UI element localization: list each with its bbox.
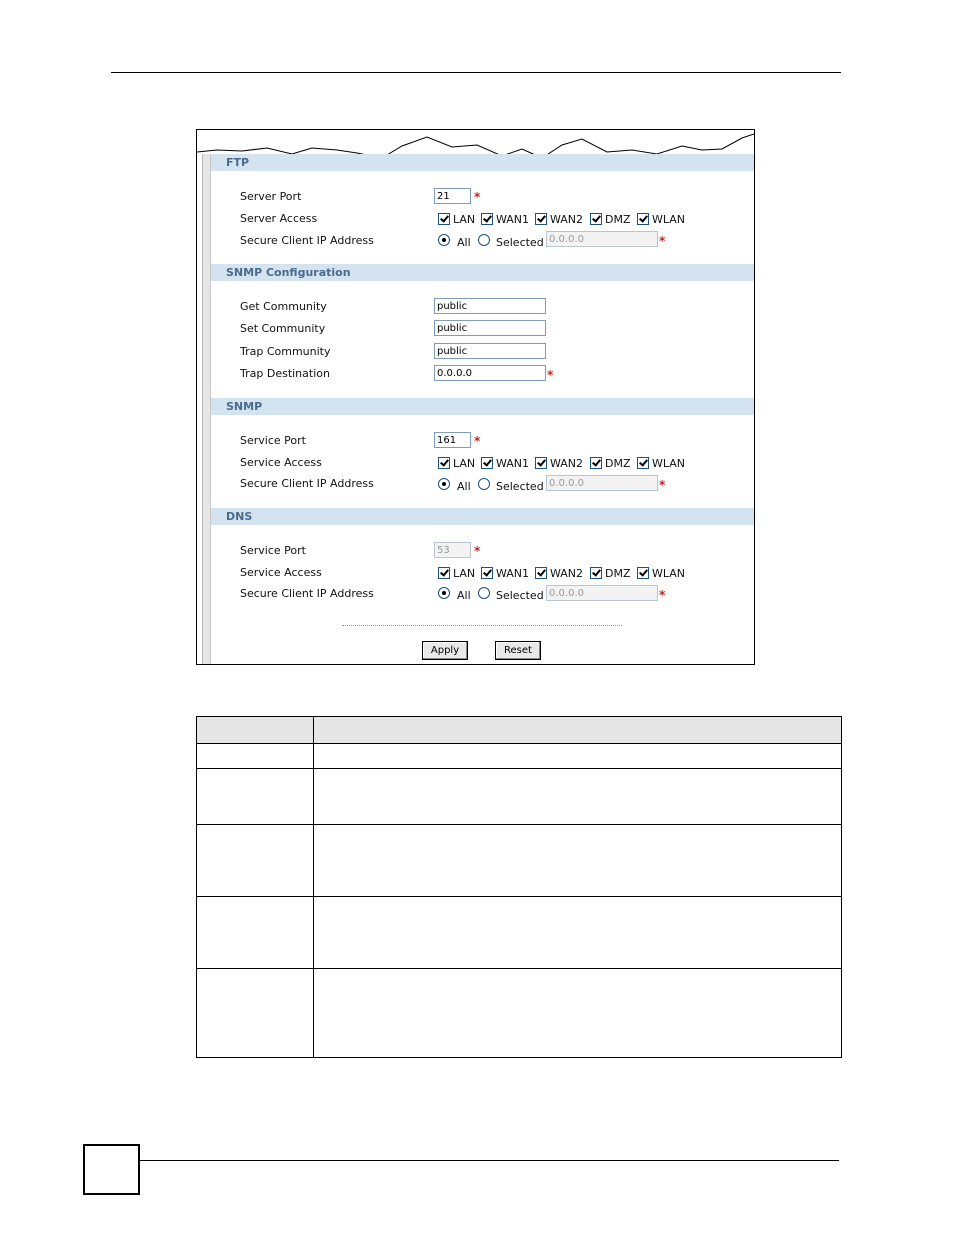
dns-wan1-checkbox[interactable] (481, 567, 493, 579)
separator (342, 625, 622, 626)
table-row (197, 969, 842, 1058)
trap-destination-input[interactable]: 0.0.0.0 (434, 365, 546, 381)
service-port-label: Service Port (240, 434, 306, 447)
dns-wlan-checkbox[interactable] (637, 567, 649, 579)
dmz-label: DMZ (605, 213, 631, 226)
wan1-label: WAN1 (496, 457, 530, 470)
table-cell (314, 897, 842, 969)
ftp-selected-radio[interactable] (478, 234, 490, 246)
dmz-label: DMZ (605, 457, 631, 470)
ftp-wan2-checkbox[interactable] (535, 213, 547, 225)
snmp-wlan-checkbox[interactable] (637, 457, 649, 469)
section-title: SNMP Configuration (226, 266, 351, 279)
lan-label: LAN (453, 567, 476, 580)
table-cell (197, 744, 314, 769)
snmp-wan2-checkbox[interactable] (535, 457, 547, 469)
all-label: All (457, 236, 471, 249)
ftp-wlan-checkbox[interactable] (637, 213, 649, 225)
dmz-label: DMZ (605, 567, 631, 580)
dns-dmz-checkbox[interactable] (590, 567, 602, 579)
field-description-table (196, 716, 842, 1058)
table-row (197, 769, 842, 825)
set-community-input[interactable]: public (434, 320, 546, 336)
snmp-wan1-checkbox[interactable] (481, 457, 493, 469)
apply-button[interactable]: Apply (422, 641, 468, 660)
dns-selected-radio[interactable] (478, 587, 490, 599)
server-port-label: Server Port (240, 190, 302, 203)
ftp-server-port-input[interactable]: 21 (434, 188, 471, 204)
snmp-selected-radio[interactable] (478, 478, 490, 490)
wan2-label: WAN2 (550, 567, 584, 580)
dns-secure-ip-input[interactable]: 0.0.0.0 (546, 585, 658, 601)
selected-label: Selected (496, 236, 544, 249)
footer-rule (140, 1160, 839, 1161)
wlan-label: WLAN (652, 457, 686, 470)
table-cell (197, 825, 314, 897)
trap-community-input[interactable]: public (434, 343, 546, 359)
selected-label: Selected (496, 480, 544, 493)
dns-lan-checkbox[interactable] (438, 567, 450, 579)
all-label: All (457, 480, 471, 493)
section-title: SNMP (226, 400, 263, 413)
header-rule (111, 72, 841, 73)
table-cell (314, 744, 842, 769)
service-access-label: Service Access (240, 456, 322, 469)
lan-label: LAN (453, 213, 476, 226)
section-header-dns (211, 508, 754, 525)
table-header-row (197, 717, 842, 744)
wan2-label: WAN2 (550, 457, 584, 470)
secure-client-label: Secure Client IP Address (240, 587, 374, 600)
set-community-label: Set Community (240, 322, 326, 335)
service-access-label: Service Access (240, 566, 322, 579)
dns-all-radio[interactable] (438, 587, 450, 599)
wan1-label: WAN1 (496, 567, 530, 580)
required-mark: * (474, 434, 481, 448)
wan1-label: WAN1 (496, 213, 530, 226)
ftp-secure-ip-input[interactable]: 0.0.0.0 (546, 231, 658, 247)
snmp-all-radio[interactable] (438, 478, 450, 490)
dns-wan2-checkbox[interactable] (535, 567, 547, 579)
section-header-snmp-configuration (211, 264, 754, 281)
section-header-snmp (211, 398, 754, 415)
secure-client-label: Secure Client IP Address (240, 477, 374, 490)
table-header-cell (197, 717, 314, 744)
table-cell (314, 825, 842, 897)
table-row (197, 897, 842, 969)
ftp-all-radio[interactable] (438, 234, 450, 246)
table-header-cell (314, 717, 842, 744)
snmp-service-port-input[interactable]: 161 (434, 432, 471, 448)
snmp-lan-checkbox[interactable] (438, 457, 450, 469)
service-port-label: Service Port (240, 544, 306, 557)
required-mark: * (659, 588, 666, 602)
wlan-label: WLAN (652, 567, 686, 580)
remote-management-screenshot (196, 129, 755, 665)
table-row (197, 825, 842, 897)
table-cell (197, 769, 314, 825)
section-title: FTP (226, 156, 250, 169)
trap-destination-label: Trap Destination (240, 367, 330, 380)
left-scroll-strip (202, 154, 211, 665)
required-mark: * (659, 234, 666, 248)
page-number-box (83, 1144, 140, 1195)
wan2-label: WAN2 (550, 213, 584, 226)
wlan-label: WLAN (652, 213, 686, 226)
selected-label: Selected (496, 589, 544, 602)
reset-button[interactable]: Reset (495, 641, 541, 660)
dns-service-port-input[interactable]: 53 (434, 542, 471, 558)
lan-label: LAN (453, 457, 476, 470)
ftp-lan-checkbox[interactable] (438, 213, 450, 225)
all-label: All (457, 589, 471, 602)
table-cell (314, 969, 842, 1058)
secure-client-label: Secure Client IP Address (240, 234, 374, 247)
ftp-wan1-checkbox[interactable] (481, 213, 493, 225)
server-access-label: Server Access (240, 212, 318, 225)
section-title: DNS (226, 510, 253, 523)
required-mark: * (474, 544, 481, 558)
required-mark: * (474, 190, 481, 204)
snmp-secure-ip-input[interactable]: 0.0.0.0 (546, 475, 658, 491)
table-cell (197, 897, 314, 969)
section-header-ftp (211, 154, 754, 171)
required-mark: * (659, 478, 666, 492)
trap-community-label: Trap Community (240, 345, 331, 358)
get-community-label: Get Community (240, 300, 327, 313)
table-row (197, 744, 842, 769)
required-mark: * (547, 368, 554, 382)
get-community-input[interactable]: public (434, 298, 546, 314)
ftp-dmz-checkbox[interactable] (590, 213, 602, 225)
table-cell (197, 969, 314, 1058)
snmp-dmz-checkbox[interactable] (590, 457, 602, 469)
table-cell (314, 769, 842, 825)
